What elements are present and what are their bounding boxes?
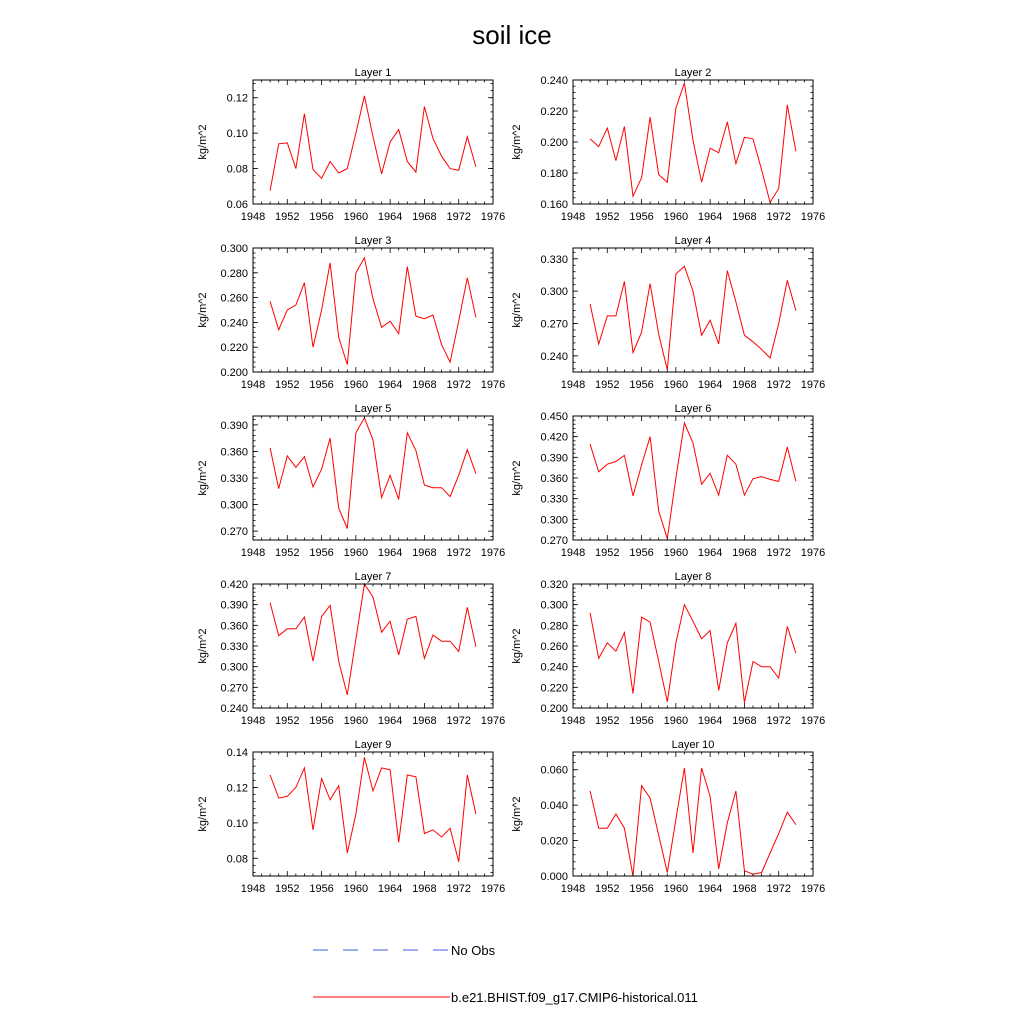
legend-label-no-obs: No Obs bbox=[451, 943, 496, 958]
x-tick-label: 1972 bbox=[766, 547, 791, 559]
series-line-layer-6 bbox=[590, 423, 796, 539]
y-tick-label: 0.360 bbox=[540, 473, 568, 485]
y-tick-label: 0.200 bbox=[540, 703, 568, 715]
x-tick-label: 1960 bbox=[343, 715, 369, 727]
x-tick-label: 1972 bbox=[446, 379, 471, 391]
x-tick-label: 1968 bbox=[732, 547, 757, 559]
y-tick-label: 0.10 bbox=[226, 128, 248, 141]
y-tick-label: 0.020 bbox=[540, 835, 568, 848]
x-tick-label: 1964 bbox=[377, 715, 403, 727]
y-tick-label: 0.200 bbox=[220, 367, 248, 379]
y-tick-label: 0.08 bbox=[226, 853, 248, 866]
y-tick-label: 0.420 bbox=[540, 431, 568, 444]
y-tick-label: 0.14 bbox=[226, 747, 248, 759]
y-tick-label: 0.08 bbox=[226, 163, 248, 176]
x-tick-label: 1964 bbox=[377, 547, 403, 559]
panel-layer-2 bbox=[511, 67, 825, 223]
panel-layer-9 bbox=[197, 739, 505, 895]
y-tick-label: 0.360 bbox=[220, 620, 248, 633]
plot-frame bbox=[253, 80, 493, 204]
x-tick-label: 1952 bbox=[275, 379, 300, 391]
x-tick-label: 1948 bbox=[560, 547, 586, 559]
x-tick-label: 1964 bbox=[697, 883, 723, 895]
y-tick-label: 0.330 bbox=[220, 641, 248, 653]
y-axis-label: kg/m^2 bbox=[511, 460, 523, 496]
panels-group bbox=[197, 67, 825, 895]
series-line-layer-9 bbox=[270, 757, 476, 862]
x-tick-label: 1952 bbox=[595, 379, 620, 391]
x-tick-label: 1952 bbox=[595, 547, 620, 559]
y-tick-label: 0.000 bbox=[540, 871, 568, 883]
x-tick-label: 1968 bbox=[732, 379, 757, 391]
panel-layer-4 bbox=[511, 235, 825, 391]
figure-title: soil ice bbox=[472, 20, 552, 50]
x-tick-label: 1968 bbox=[412, 211, 437, 223]
panel-title: Layer 8 bbox=[674, 571, 712, 583]
y-axis-label: kg/m^2 bbox=[197, 628, 209, 664]
x-tick-label: 1948 bbox=[240, 211, 266, 223]
y-tick-label: 0.240 bbox=[220, 317, 248, 330]
x-tick-label: 1952 bbox=[275, 715, 300, 727]
plot-frame bbox=[573, 584, 813, 708]
y-tick-label: 0.390 bbox=[220, 599, 248, 612]
panel-title: Layer 1 bbox=[354, 67, 392, 79]
x-tick-label: 1948 bbox=[560, 379, 586, 391]
x-tick-label: 1976 bbox=[480, 715, 506, 727]
y-tick-label: 0.240 bbox=[540, 75, 568, 87]
series-line-layer-5 bbox=[270, 418, 476, 529]
panel-layer-6 bbox=[511, 403, 825, 559]
y-tick-label: 0.360 bbox=[220, 446, 248, 459]
x-tick-label: 1976 bbox=[800, 379, 826, 391]
plot-frame bbox=[573, 752, 813, 876]
y-tick-label: 0.220 bbox=[540, 682, 568, 695]
y-axis-label: kg/m^2 bbox=[511, 292, 523, 328]
y-tick-label: 0.160 bbox=[540, 199, 568, 211]
x-tick-label: 1976 bbox=[800, 211, 826, 223]
y-axis-label: kg/m^2 bbox=[511, 124, 523, 160]
y-tick-label: 0.260 bbox=[220, 292, 248, 305]
x-tick-label: 1952 bbox=[275, 547, 300, 559]
x-tick-label: 1972 bbox=[766, 211, 791, 223]
x-tick-label: 1976 bbox=[800, 883, 826, 895]
x-tick-label: 1956 bbox=[629, 715, 654, 727]
panel-title: Layer 10 bbox=[671, 739, 715, 751]
x-tick-label: 1976 bbox=[800, 715, 826, 727]
y-tick-label: 0.240 bbox=[540, 661, 568, 674]
y-tick-label: 0.270 bbox=[540, 318, 568, 331]
y-tick-label: 0.300 bbox=[540, 514, 568, 527]
panel-title: Layer 7 bbox=[354, 571, 392, 583]
x-tick-label: 1968 bbox=[412, 379, 437, 391]
x-tick-label: 1972 bbox=[446, 883, 471, 895]
plot-frame bbox=[253, 752, 493, 876]
x-tick-label: 1976 bbox=[800, 547, 826, 559]
y-tick-label: 0.280 bbox=[540, 620, 568, 633]
x-tick-label: 1956 bbox=[309, 379, 334, 391]
y-tick-label: 0.280 bbox=[220, 267, 248, 280]
x-tick-label: 1960 bbox=[663, 883, 689, 895]
series-line-layer-4 bbox=[590, 266, 796, 370]
y-tick-label: 0.420 bbox=[220, 579, 248, 591]
x-tick-label: 1964 bbox=[697, 379, 723, 391]
x-tick-label: 1960 bbox=[663, 715, 689, 727]
series-line-layer-7 bbox=[270, 584, 476, 695]
x-tick-label: 1956 bbox=[309, 715, 334, 727]
x-tick-label: 1960 bbox=[343, 547, 369, 559]
x-tick-label: 1972 bbox=[446, 211, 471, 223]
x-tick-label: 1960 bbox=[343, 379, 369, 391]
y-axis-label: kg/m^2 bbox=[197, 292, 209, 328]
x-tick-label: 1948 bbox=[560, 883, 586, 895]
x-tick-label: 1972 bbox=[766, 715, 791, 727]
x-tick-label: 1956 bbox=[309, 547, 334, 559]
y-tick-label: 0.270 bbox=[540, 535, 568, 547]
y-tick-label: 0.330 bbox=[220, 473, 248, 485]
plot-frame bbox=[573, 416, 813, 540]
series-line-layer-3 bbox=[270, 258, 476, 365]
x-tick-label: 1948 bbox=[560, 211, 586, 223]
plot-frame bbox=[573, 248, 813, 372]
panel-title: Layer 4 bbox=[674, 235, 712, 247]
panel-layer-8 bbox=[511, 571, 825, 727]
y-axis-label: kg/m^2 bbox=[197, 460, 209, 496]
y-axis-label: kg/m^2 bbox=[197, 124, 209, 160]
panel-layer-7 bbox=[197, 571, 505, 727]
y-tick-label: 0.240 bbox=[540, 350, 568, 363]
y-tick-label: 0.10 bbox=[226, 817, 248, 830]
panel-title: Layer 5 bbox=[354, 403, 392, 415]
y-axis-label: kg/m^2 bbox=[197, 796, 209, 832]
legend bbox=[313, 943, 698, 1005]
y-tick-label: 0.240 bbox=[220, 703, 248, 715]
y-tick-label: 0.390 bbox=[220, 419, 248, 432]
series-line-layer-10 bbox=[590, 768, 796, 876]
x-tick-label: 1976 bbox=[480, 379, 506, 391]
x-tick-label: 1972 bbox=[766, 883, 791, 895]
x-tick-label: 1948 bbox=[560, 715, 586, 727]
x-tick-label: 1956 bbox=[629, 211, 654, 223]
x-tick-label: 1968 bbox=[412, 715, 437, 727]
x-tick-label: 1956 bbox=[629, 883, 654, 895]
y-tick-label: 0.330 bbox=[540, 493, 568, 506]
y-tick-label: 0.300 bbox=[540, 599, 568, 612]
x-tick-label: 1952 bbox=[595, 883, 620, 895]
x-tick-label: 1956 bbox=[629, 547, 654, 559]
legend-label-model: b.e21.BHIST.f09_g17.CMIP6-historical.011 bbox=[451, 990, 698, 1005]
y-tick-label: 0.450 bbox=[540, 411, 568, 423]
y-axis-label: kg/m^2 bbox=[511, 628, 523, 664]
x-tick-label: 1976 bbox=[480, 547, 506, 559]
x-tick-label: 1956 bbox=[309, 883, 334, 895]
y-tick-label: 0.300 bbox=[220, 243, 248, 255]
y-tick-label: 0.220 bbox=[220, 342, 248, 355]
y-tick-label: 0.180 bbox=[540, 168, 568, 180]
x-tick-label: 1952 bbox=[275, 883, 300, 895]
x-tick-label: 1964 bbox=[697, 211, 723, 223]
x-tick-label: 1960 bbox=[663, 547, 689, 559]
y-tick-label: 0.060 bbox=[540, 764, 568, 777]
x-tick-label: 1968 bbox=[732, 211, 757, 223]
plot-frame bbox=[253, 416, 493, 540]
x-tick-label: 1968 bbox=[732, 883, 757, 895]
y-tick-label: 0.260 bbox=[540, 641, 568, 653]
y-tick-label: 0.12 bbox=[226, 92, 248, 105]
x-tick-label: 1964 bbox=[697, 715, 723, 727]
x-tick-label: 1964 bbox=[377, 883, 403, 895]
panel-title: Layer 2 bbox=[674, 67, 712, 79]
panel-layer-1 bbox=[197, 67, 505, 223]
series-line-layer-1 bbox=[270, 96, 476, 191]
y-tick-label: 0.300 bbox=[540, 286, 568, 299]
x-tick-label: 1956 bbox=[309, 211, 334, 223]
x-tick-label: 1972 bbox=[446, 547, 471, 559]
panel-layer-10 bbox=[511, 739, 825, 895]
x-tick-label: 1960 bbox=[343, 883, 369, 895]
y-tick-label: 0.270 bbox=[220, 526, 248, 539]
plot-frame bbox=[253, 248, 493, 372]
x-tick-label: 1976 bbox=[480, 211, 506, 223]
y-tick-label: 0.300 bbox=[220, 661, 248, 674]
x-tick-label: 1964 bbox=[377, 211, 403, 223]
y-axis-label: kg/m^2 bbox=[511, 796, 523, 832]
x-tick-label: 1968 bbox=[412, 547, 437, 559]
y-tick-label: 0.300 bbox=[220, 499, 248, 512]
x-tick-label: 1964 bbox=[377, 379, 403, 391]
x-tick-label: 1948 bbox=[240, 715, 266, 727]
panel-title: Layer 3 bbox=[354, 235, 392, 247]
panel-title: Layer 9 bbox=[354, 739, 392, 751]
x-tick-label: 1948 bbox=[240, 547, 266, 559]
x-tick-label: 1960 bbox=[663, 211, 689, 223]
y-tick-label: 0.06 bbox=[226, 199, 248, 211]
panel-layer-3 bbox=[197, 235, 505, 391]
x-tick-label: 1952 bbox=[275, 211, 300, 223]
x-tick-label: 1948 bbox=[240, 379, 266, 391]
y-tick-label: 0.220 bbox=[540, 106, 568, 118]
series-line-layer-2 bbox=[590, 83, 796, 202]
x-tick-label: 1976 bbox=[480, 883, 506, 895]
x-tick-label: 1968 bbox=[412, 883, 437, 895]
y-tick-label: 0.270 bbox=[220, 682, 248, 695]
plot-frame bbox=[253, 584, 493, 708]
panel-title: Layer 6 bbox=[674, 403, 712, 415]
x-tick-label: 1956 bbox=[629, 379, 654, 391]
x-tick-label: 1964 bbox=[697, 547, 723, 559]
x-tick-label: 1972 bbox=[446, 715, 471, 727]
x-tick-label: 1968 bbox=[732, 715, 757, 727]
series-line-layer-8 bbox=[590, 605, 796, 703]
y-tick-label: 0.390 bbox=[540, 452, 568, 465]
x-tick-label: 1972 bbox=[766, 379, 791, 391]
y-tick-label: 0.12 bbox=[226, 782, 248, 795]
y-tick-label: 0.200 bbox=[540, 137, 568, 149]
panel-layer-5 bbox=[197, 403, 505, 559]
y-tick-label: 0.040 bbox=[540, 800, 568, 813]
y-tick-label: 0.330 bbox=[540, 253, 568, 266]
x-tick-label: 1960 bbox=[663, 379, 689, 391]
x-tick-label: 1952 bbox=[595, 211, 620, 223]
x-tick-label: 1952 bbox=[595, 715, 620, 727]
x-tick-label: 1948 bbox=[240, 883, 266, 895]
x-tick-label: 1960 bbox=[343, 211, 369, 223]
y-tick-label: 0.320 bbox=[540, 579, 568, 591]
